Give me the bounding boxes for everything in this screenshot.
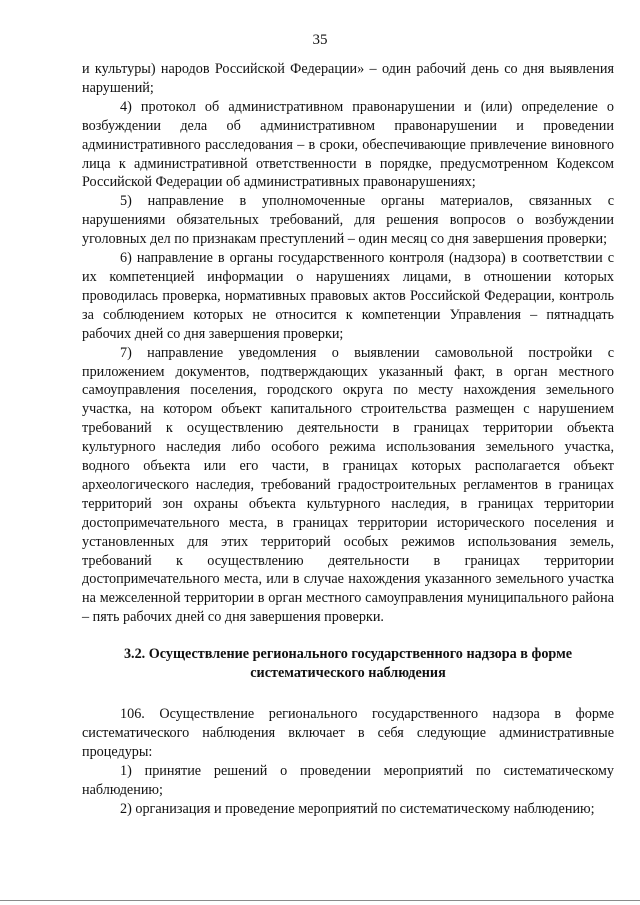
section-heading: 3.2. Осуществление регионального государственного надзора в форме систематического наблюдения: [123, 646, 573, 682]
document-body: [82, 60, 614, 818]
page-bottom-divider: [0, 900, 640, 901]
procedure-item-1: 1) принятие решений о проведении мероприятий по систематическому наблюдению;: [82, 762, 614, 798]
list-item-6: 6) направление в органы государственного контроля (надзора) в соответствии с их компетенцией информации о нарушениях лицами, в отношении которых проводилась проверка, нормативных правовых актов Российской Федерации, контроль за соблюдением которых не относится к компетенции Управления – пятнадцать рабочих дней со дня завершения проверки;: [82, 250, 614, 342]
list-item-5: 5) направление в уполномоченные органы материалов, связанных с нарушениями обязательных требований, для решения вопросов о возбуждении уголовных дел по признакам преступлений – один месяц со дня завершения проверки;: [82, 193, 614, 248]
paragraph-continuation: и культуры) народов Российской Федерации» – один рабочий день со дня выявления нарушений;: [82, 61, 614, 96]
procedure-item-2: 2) организация и проведение мероприятий по систематическому наблюдению;: [120, 800, 595, 817]
list-item-4: 4) протокол об административном правонарушении и (или) определение о возбуждении дела об административном правонарушении и проведении административного расследования – в сроки, обеспечивающие привлечение виновного лица к административной ответственности в порядке, предусмотренном Кодексом Российской Федерации об административных правонарушениях;: [82, 98, 614, 191]
list-item-7: 7) направление уведомления о выявлении самовольной постройки с приложением документов, подтверждающих указанный факт, в орган местного самоуправления поселения, городского округа по месту нахождения земельного участка, на котором объект капитального строительства размещен с нарушением требований к осуществлению деятельности в границах территории объекта культурного наследия либо особого режима использования земельного участка, водного объекта или его части, в границах которых располагается объект археологического наследия, требований градостроительных регламентов в границах территорий зон охраны объекта культурного наследия, в границах территории достопримечательного места, в границах территории исторического поселения и установленных для этих территорий особых режимов использования земель, требований к осуществлению деятельности в границах территории достопримечательного места, или в случае нахождения указанного земельного участка на межселенной территории в орган местного самоуправления муниципального района – пять рабочих дней со дня завершения проверки.: [82, 344, 614, 626]
paragraph-106: 106. Осуществление регионального государственного надзора в форме систематического наблюдения включает в себя следующие административные процедуры:: [82, 706, 614, 760]
page-number: 35: [312, 32, 328, 48]
